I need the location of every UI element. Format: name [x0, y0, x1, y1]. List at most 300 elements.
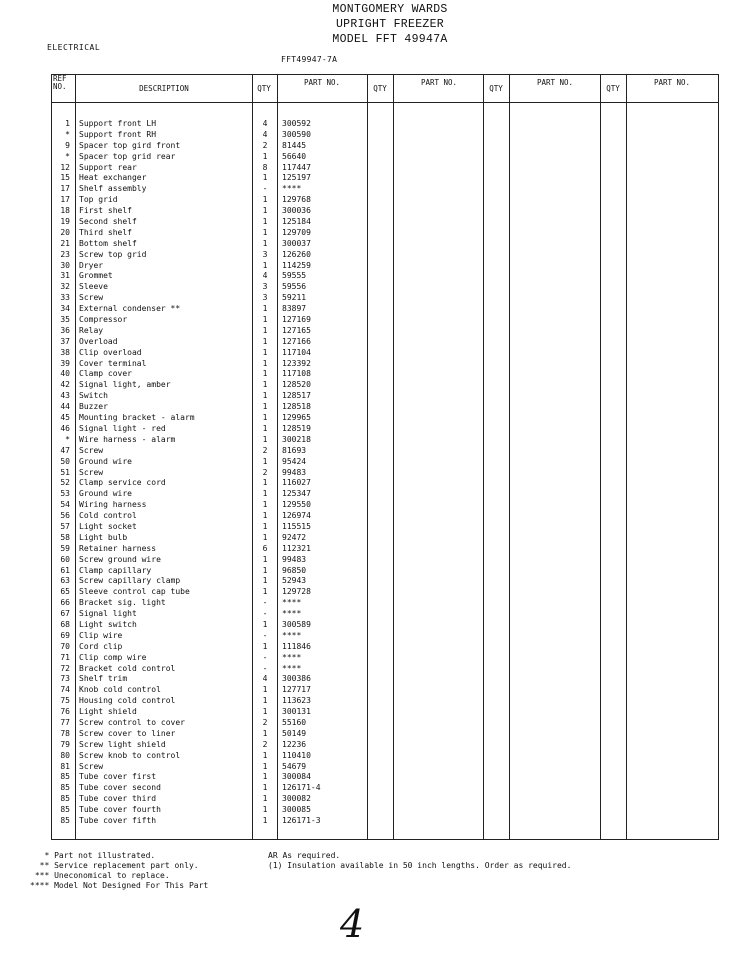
qty-cell: -: [262, 630, 268, 640]
table-row: [52, 446, 718, 457]
part-number-cell: 126260: [282, 249, 311, 259]
part-number-cell: 125347: [282, 489, 311, 499]
qty-cell: -: [262, 184, 268, 194]
table-row: [52, 391, 718, 402]
table-row: [52, 326, 718, 337]
table-row: [52, 587, 718, 598]
part-number-cell: 92472: [282, 532, 307, 542]
ref-cell: 46: [60, 423, 70, 433]
description-cell: Ground wire: [79, 489, 132, 499]
part-number-cell: 126974: [282, 511, 311, 521]
qty-cell: 1: [262, 423, 268, 433]
description-cell: Clip comp wire: [79, 652, 147, 662]
ref-cell: 51: [60, 467, 70, 477]
part-number-cell: 54679: [282, 761, 307, 771]
qty-cell: 1: [262, 358, 268, 368]
qty-cell: 1: [262, 805, 268, 815]
table-row: [52, 642, 718, 653]
table-row: [52, 489, 718, 500]
ref-cell: 71: [60, 652, 70, 662]
qty-cell: 1: [262, 478, 268, 488]
table-row: [52, 762, 718, 773]
table-row: [52, 544, 718, 555]
part-number-cell: 128520: [282, 380, 311, 390]
section-label: ELECTRICAL: [47, 43, 101, 52]
part-number-cell: 96850: [282, 565, 307, 575]
header-qty-2: QTY: [373, 84, 387, 93]
ref-cell: 85: [60, 772, 70, 782]
part-number-cell: 56640: [282, 151, 307, 161]
ref-cell: 40: [60, 369, 70, 379]
table-row: [52, 478, 718, 489]
qty-cell: 1: [262, 772, 268, 782]
part-number-cell: 115515: [282, 521, 311, 531]
description-cell: Knob cold control: [79, 685, 161, 695]
table-row: [52, 152, 718, 163]
description-cell: Housing cold control: [79, 696, 176, 706]
qty-cell: 1: [262, 750, 268, 760]
description-cell: Tube cover fourth: [79, 805, 161, 815]
qty-cell: 1: [262, 336, 268, 346]
table-row: [52, 609, 718, 620]
description-cell: Clip overload: [79, 347, 142, 357]
part-number-cell: 52943: [282, 576, 307, 586]
table-row: [52, 173, 718, 184]
description-cell: Screw control to cover: [79, 717, 185, 727]
ref-cell: 57: [60, 521, 70, 531]
qty-cell: 2: [262, 445, 268, 455]
header-part-3: PART NO.: [536, 78, 574, 87]
description-cell: Tube cover second: [79, 783, 161, 793]
part-number-cell: 300131: [282, 707, 311, 717]
ref-cell: 73: [60, 674, 70, 684]
qty-cell: 1: [262, 402, 268, 412]
ref-cell: 15: [60, 173, 70, 183]
ref-cell: 30: [60, 260, 70, 270]
table-row: [52, 653, 718, 664]
table-row: [52, 707, 718, 718]
qty-cell: 3: [262, 282, 268, 292]
qty-cell: 1: [262, 794, 268, 804]
ref-cell: 9: [65, 140, 70, 150]
table-header-row: [52, 75, 718, 103]
qty-cell: 1: [262, 217, 268, 227]
part-number-cell: 300037: [282, 238, 311, 248]
description-cell: Signal light: [79, 609, 137, 619]
table-row: [52, 533, 718, 544]
table-row: [52, 718, 718, 729]
parts-table: [51, 74, 719, 840]
part-number-cell: 300036: [282, 206, 311, 216]
ref-cell: 79: [60, 739, 70, 749]
table-body: [52, 119, 718, 827]
qty-cell: 1: [262, 521, 268, 531]
ref-cell: *: [65, 129, 70, 139]
qty-cell: 6: [262, 543, 268, 553]
description-cell: Support rear: [79, 162, 137, 172]
ref-cell: 34: [60, 304, 70, 314]
part-number-cell: 50149: [282, 728, 307, 738]
part-number-cell: 112321: [282, 543, 311, 553]
qty-cell: 3: [262, 293, 268, 303]
description-cell: Switch: [79, 391, 108, 401]
description-cell: Ground wire: [79, 456, 132, 466]
ref-cell: 63: [60, 576, 70, 586]
footnote: (1) Insulation available in 50 inch lengths. Order as required.: [268, 861, 572, 870]
ref-cell: 45: [60, 413, 70, 423]
ref-cell: 35: [60, 315, 70, 325]
qty-cell: -: [262, 663, 268, 673]
ref-cell: 69: [60, 630, 70, 640]
description-cell: Bottom shelf: [79, 238, 137, 248]
qty-cell: 1: [262, 206, 268, 216]
header-product: UPRIGHT FREEZER: [335, 18, 445, 31]
table-row: [52, 130, 718, 141]
ref-cell: 50: [60, 456, 70, 466]
ref-cell: 70: [60, 641, 70, 651]
footnote: *** Uneconomical to replace.: [30, 871, 170, 880]
description-cell: Screw capillary clamp: [79, 576, 181, 586]
table-row: [52, 261, 718, 272]
qty-cell: 1: [262, 816, 268, 825]
ref-cell: 81: [60, 761, 70, 771]
qty-cell: 1: [262, 304, 268, 314]
part-number-cell: 125184: [282, 217, 311, 227]
part-number-cell: 129728: [282, 587, 311, 597]
table-row: [52, 369, 718, 380]
part-number-cell: 81445: [282, 140, 307, 150]
table-row: [52, 511, 718, 522]
part-number-cell: 95424: [282, 456, 307, 466]
ref-cell: 36: [60, 325, 70, 335]
ref-cell: 61: [60, 565, 70, 575]
ref-cell: 23: [60, 249, 70, 259]
table-row: [52, 141, 718, 152]
table-row: [52, 293, 718, 304]
description-cell: Cover terminal: [79, 358, 147, 368]
description-cell: Compressor: [79, 315, 128, 325]
ref-cell: 53: [60, 489, 70, 499]
ref-cell: 17: [60, 184, 70, 194]
ref-cell: 80: [60, 750, 70, 760]
table-row: [52, 228, 718, 239]
footnote: * Part not illustrated.: [30, 851, 156, 860]
description-cell: Wiring harness: [79, 500, 147, 510]
ref-cell: 77: [60, 717, 70, 727]
part-number-cell: ****: [282, 609, 302, 619]
table-row: [52, 598, 718, 609]
description-cell: Clamp cover: [79, 369, 132, 379]
description-cell: Cold control: [79, 511, 137, 521]
table-row: [52, 195, 718, 206]
table-row: [52, 566, 718, 577]
qty-cell: 1: [262, 434, 268, 444]
description-cell: Signal light - red: [79, 423, 166, 433]
table-row: [52, 217, 718, 228]
footnotes-right: [268, 851, 571, 871]
table-row: [52, 620, 718, 631]
qty-cell: 2: [262, 717, 268, 727]
qty-cell: 1: [262, 696, 268, 706]
qty-cell: 1: [262, 380, 268, 390]
description-cell: Heat exchanger: [79, 173, 147, 183]
description-cell: Relay: [79, 325, 104, 335]
ref-cell: 17: [60, 195, 70, 205]
qty-cell: 1: [262, 325, 268, 335]
table-row: [52, 413, 718, 424]
part-number-cell: 111846: [282, 641, 311, 651]
ref-cell: 1: [65, 119, 70, 128]
part-number-cell: ****: [282, 652, 302, 662]
part-number-cell: 114259: [282, 260, 311, 270]
qty-cell: -: [262, 652, 268, 662]
description-cell: Spacer top gird front: [79, 140, 181, 150]
table-row: [52, 794, 718, 805]
ref-cell: 38: [60, 347, 70, 357]
table-row: [52, 457, 718, 468]
ref-cell: 37: [60, 336, 70, 346]
description-cell: Retainer harness: [79, 543, 157, 553]
header-brand: MONTGOMERY WARDS: [332, 3, 448, 16]
part-number-cell: 116027: [282, 478, 311, 488]
qty-cell: 1: [262, 500, 268, 510]
description-cell: Screw: [79, 293, 104, 303]
part-number-cell: 125197: [282, 173, 311, 183]
ref-cell: 85: [60, 816, 70, 825]
part-number-cell: 110410: [282, 750, 311, 760]
qty-cell: 1: [262, 173, 268, 183]
description-cell: Tube cover third: [79, 794, 157, 804]
table-row: [52, 435, 718, 446]
table-row: [52, 631, 718, 642]
qty-cell: 1: [262, 641, 268, 651]
description-cell: Clamp service cord: [79, 478, 166, 488]
qty-cell: 1: [262, 456, 268, 466]
qty-cell: 1: [262, 315, 268, 325]
description-cell: Support front RH: [79, 129, 157, 139]
qty-cell: 1: [262, 489, 268, 499]
qty-cell: 8: [262, 162, 268, 172]
description-cell: Screw ground wire: [79, 554, 161, 564]
part-number-cell: 300592: [282, 119, 311, 128]
description-cell: Shelf trim: [79, 674, 128, 684]
ref-cell: 85: [60, 794, 70, 804]
ref-cell: 19: [60, 217, 70, 227]
description-cell: Screw: [79, 467, 104, 477]
part-number-cell: 300590: [282, 129, 311, 139]
page-number: 4: [340, 902, 365, 946]
description-cell: Bracket sig. light: [79, 598, 166, 608]
part-number-cell: 129768: [282, 195, 311, 205]
description-cell: Screw: [79, 761, 104, 771]
qty-cell: 1: [262, 347, 268, 357]
description-cell: Signal light, amber: [79, 380, 171, 390]
qty-cell: 1: [262, 227, 268, 237]
description-cell: Bracket cold control: [79, 663, 176, 673]
table-row: [52, 576, 718, 587]
ref-cell: 68: [60, 619, 70, 629]
table-row: [52, 206, 718, 217]
document-header: [300, 2, 480, 47]
part-number-cell: 123392: [282, 358, 311, 368]
part-number-cell: 59556: [282, 282, 307, 292]
table-row: [52, 555, 718, 566]
description-cell: Screw: [79, 445, 104, 455]
part-number-cell: 300589: [282, 619, 311, 629]
description-cell: Cord clip: [79, 641, 123, 651]
part-number-cell: 99483: [282, 467, 307, 477]
header-qty-3: QTY: [489, 84, 503, 93]
header-qty: QTY: [257, 84, 271, 93]
table-row: [52, 282, 718, 293]
qty-cell: 1: [262, 728, 268, 738]
qty-cell: 4: [262, 674, 268, 684]
table-row: [52, 380, 718, 391]
table-row: [52, 772, 718, 783]
description-cell: Clamp capillary: [79, 565, 152, 575]
ref-cell: 65: [60, 587, 70, 597]
description-cell: External condenser **: [79, 304, 181, 314]
qty-cell: 1: [262, 554, 268, 564]
ref-cell: 44: [60, 402, 70, 412]
description-cell: Clip wire: [79, 630, 123, 640]
description-cell: Light socket: [79, 521, 137, 531]
part-number-cell: 127169: [282, 315, 311, 325]
description-cell: Light shield: [79, 707, 137, 717]
header-part-4: PART NO.: [653, 78, 691, 87]
table-row: [52, 304, 718, 315]
part-number-cell: 99483: [282, 554, 307, 564]
table-row: [52, 119, 718, 130]
qty-cell: 1: [262, 565, 268, 575]
ref-cell: 74: [60, 685, 70, 695]
footnote: AR As required.: [268, 851, 341, 860]
part-number-cell: 55160: [282, 717, 307, 727]
description-cell: Screw light shield: [79, 739, 166, 749]
table-row: [52, 696, 718, 707]
ref-cell: 75: [60, 696, 70, 706]
qty-cell: 1: [262, 587, 268, 597]
part-number-cell: 113623: [282, 696, 311, 706]
part-number-cell: 83897: [282, 304, 307, 314]
table-row: [52, 163, 718, 174]
qty-cell: 1: [262, 391, 268, 401]
header-part-2: PART NO.: [420, 78, 458, 87]
description-cell: Screw knob to control: [79, 750, 181, 760]
qty-cell: 2: [262, 140, 268, 150]
qty-cell: 1: [262, 532, 268, 542]
description-cell: Grommet: [79, 271, 113, 281]
ref-cell: 66: [60, 598, 70, 608]
part-number-cell: 126171-4: [282, 783, 321, 793]
ref-cell: 18: [60, 206, 70, 216]
part-number-cell: ****: [282, 184, 302, 194]
part-number-cell: 127717: [282, 685, 311, 695]
ref-cell: 85: [60, 805, 70, 815]
description-cell: Light bulb: [79, 532, 128, 542]
description-cell: Wire harness - alarm: [79, 434, 176, 444]
part-number-cell: 12236: [282, 739, 307, 749]
ref-cell: 47: [60, 445, 70, 455]
part-number-cell: 300218: [282, 434, 311, 444]
description-cell: Support front LH: [79, 119, 157, 128]
ref-cell: 39: [60, 358, 70, 368]
ref-cell: 21: [60, 238, 70, 248]
header-description: DESCRIPTION: [139, 84, 189, 93]
description-cell: First shelf: [79, 206, 132, 216]
qty-cell: 4: [262, 129, 268, 139]
ref-cell: 42: [60, 380, 70, 390]
part-number-cell: 300085: [282, 805, 311, 815]
table-row: [52, 751, 718, 762]
description-cell: Shelf assembly: [79, 184, 147, 194]
table-row: [52, 337, 718, 348]
description-cell: Sleeve control cap tube: [79, 587, 190, 597]
part-number-cell: 59211: [282, 293, 307, 303]
part-number-cell: 300082: [282, 794, 311, 804]
ref-cell: 43: [60, 391, 70, 401]
qty-cell: 1: [262, 511, 268, 521]
part-number-cell: 81693: [282, 445, 307, 455]
part-number-cell: 127165: [282, 325, 311, 335]
qty-cell: 1: [262, 238, 268, 248]
qty-cell: 1: [262, 151, 268, 161]
part-number-cell: 117104: [282, 347, 311, 357]
ref-cell: 60: [60, 554, 70, 564]
qty-cell: 1: [262, 619, 268, 629]
ref-cell: 12: [60, 162, 70, 172]
qty-cell: 1: [262, 707, 268, 717]
qty-cell: 1: [262, 783, 268, 793]
qty-cell: -: [262, 609, 268, 619]
header-qty-4: QTY: [606, 84, 620, 93]
table-row: [52, 271, 718, 282]
qty-cell: -: [262, 598, 268, 608]
part-number-cell: ****: [282, 630, 302, 640]
part-number-cell: 117108: [282, 369, 311, 379]
description-cell: Tube cover first: [79, 772, 157, 782]
table-row: [52, 500, 718, 511]
table-row: [52, 424, 718, 435]
ref-cell: 20: [60, 227, 70, 237]
ref-cell: 33: [60, 293, 70, 303]
part-number-cell: 126171-3: [282, 816, 321, 825]
table-row: [52, 468, 718, 479]
footnote: **** Model Not Designed For This Part: [30, 881, 209, 890]
table-row: [52, 740, 718, 751]
ref-cell: 32: [60, 282, 70, 292]
ref-cell: *: [65, 151, 70, 161]
ref-cell: 58: [60, 532, 70, 542]
qty-cell: 1: [262, 260, 268, 270]
ref-cell: 56: [60, 511, 70, 521]
description-cell: Overload: [79, 336, 118, 346]
document-reference: FFT49947-7A: [281, 55, 338, 64]
qty-cell: 2: [262, 739, 268, 749]
qty-cell: 1: [262, 576, 268, 586]
part-number-cell: 300386: [282, 674, 311, 684]
description-cell: Screw cover to liner: [79, 728, 176, 738]
table-row: [52, 674, 718, 685]
table-row: [52, 184, 718, 195]
table-row: [52, 359, 718, 370]
part-number-cell: 129965: [282, 413, 311, 423]
part-number-cell: 129550: [282, 500, 311, 510]
qty-cell: 3: [262, 249, 268, 259]
ref-cell: 31: [60, 271, 70, 281]
description-cell: Sleeve: [79, 282, 108, 292]
ref-cell: 85: [60, 783, 70, 793]
